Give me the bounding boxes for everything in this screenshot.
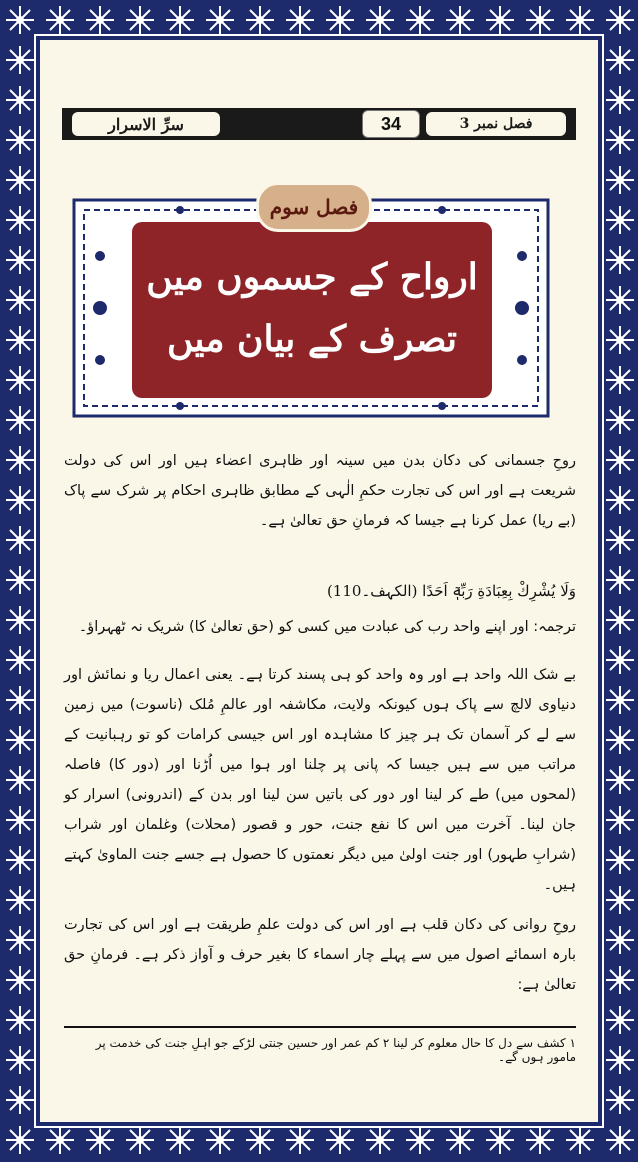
footnote-divider xyxy=(64,1026,576,1028)
chapter-label: فصل نمبر 3 xyxy=(459,116,533,132)
chapter-title-box xyxy=(132,222,492,398)
chapter-badge-label: فصل سوم xyxy=(269,195,359,219)
book-title-box xyxy=(72,112,220,136)
book-title: سرِّ الاسرار xyxy=(108,114,184,134)
paragraph-3: روحِ روانی کی دکان قلب ہے اور اس کی دولت علمِ طریقت ہے اور اس کی تجارت بارہ اسمائے اصول میں سے پہلے چار اسماء کا بغیر حرف و آواز ذکر ہے۔ فرمانِ حق تعالیٰ ہے: xyxy=(64,917,576,993)
chapter-label-box xyxy=(426,112,566,136)
chapter-title-line1: ارواح کے جسموں میں xyxy=(146,256,478,298)
chapter-title-panel xyxy=(70,196,552,420)
quran-verse: وَلَا يُشْرِكْ بِعِبَادَةِ رَبِّهٖٓ اَحَدًا (الکہف۔110) xyxy=(326,582,576,600)
paragraph-1: روحِ جسمانی کی دکان بدن میں سینہ اور ظاہری اعضاء ہیں اور اس کی دولت شریعت ہے اور اس کی تجارت حکمِ الٰہی کے مطابق ظاہری احکام پر شرک سے پاک (بے ریا) عمل کرنا ہے جیسا کہ فرمانِ حق تعالیٰ ہے۔ xyxy=(64,453,576,529)
paragraph-2: بے شک اللہ واحد ہے اور وہ واحد کو ہی پسند کرتا ہے۔ یعنی اعمال ریا و نمائش اور دنیاوی لالچ سے پاک ہوں کیونکہ ولایت، مکاشفہ اور عالمِ مُلک (ناسوت) میں زمین سے لے کر آسمان تک ہر چیز کا مشاہدہ اور اس جیسی کرامات کو تو رہبانیت کے مراتب میں سے ہیں جیسا کہ پانی پر چلنا اور ہوا میں اُڑنا اور (دور کا) فاصلہ (لمحوں میں) طے کر لینا اور دور کی باتیں سن لینا اور بدن کے (اندرونی) اسرار کو جان لینا۔ آخرت میں اس کا نفع جنت، حور و قصور (محلات) وغلمان اور شراب (شرابِ طہور) اور جنت اولیٰ میں دیگر نعمتوں کا حصول ہے جسے جنت الماویٰ کہتے ہیں۔ xyxy=(64,667,576,893)
chapter-badge xyxy=(256,182,372,232)
footnotes: ۱ کشف سے دل کا حال معلوم کر لینا ۲ کم عمر اور حسین جنتی لڑکے جو اہلِ جنت کی خدمت پر مامور ہوں گے۔ xyxy=(95,1036,576,1064)
page-header xyxy=(62,102,576,146)
chapter-title-line2: تصرف کے بیان میں xyxy=(166,318,458,360)
page-number: 34 xyxy=(380,113,402,134)
page-number-box xyxy=(362,110,420,138)
verse-translation: ترجمہ: اور اپنے واحد رب کی عبادت میں کسی کو (حق تعالیٰ کا) شریک نہ ٹھہراؤ۔ xyxy=(78,619,576,635)
